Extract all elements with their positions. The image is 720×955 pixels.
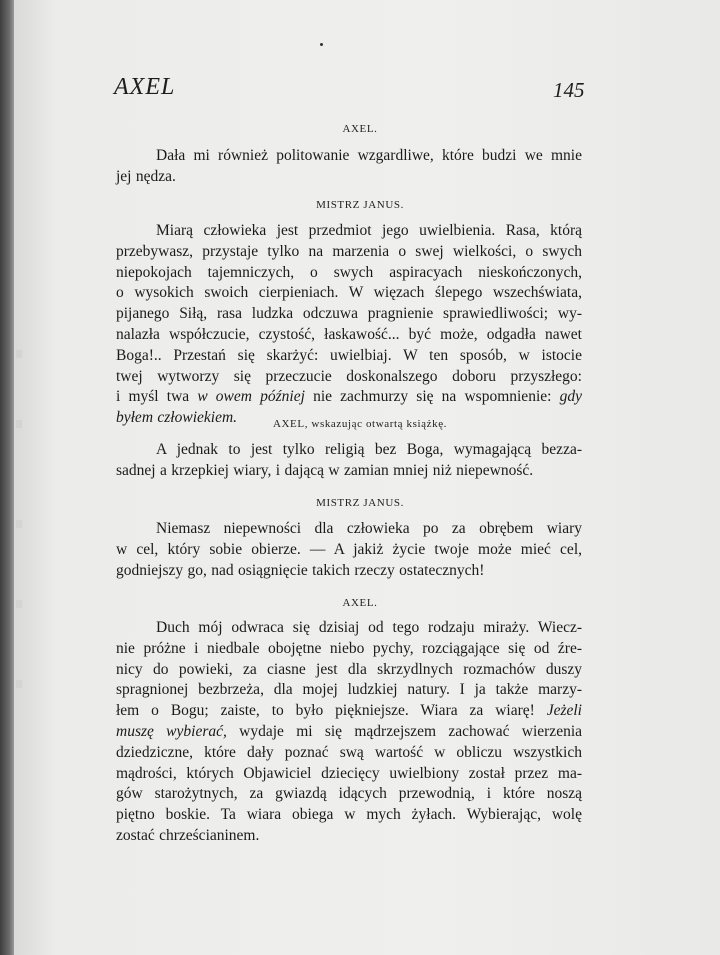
text-line — [116, 461, 582, 482]
text-run: sadnej a krzepkiej wiary, i dającą w zamian mniej niż niepewność. — [116, 461, 534, 479]
text-run: jej nędza. — [116, 167, 176, 185]
text-line — [116, 367, 582, 388]
text-run: Niemasz niepewności dla człowieka po za obrębem wiary — [156, 520, 582, 537]
text-line — [116, 304, 582, 325]
text-run: nalazła współczucie, czystość, łaskawość... być może, odgadła nawet — [116, 325, 582, 343]
text-run: zostać chrześcianinem. — [116, 826, 260, 844]
running-head: AXEL — [114, 74, 176, 100]
edge-mark — [16, 680, 22, 688]
edge-mark — [16, 350, 22, 358]
italic-text: Jeżeli — [546, 702, 582, 720]
speaker-label: AXEL. — [342, 597, 378, 609]
text-line — [116, 561, 582, 582]
text-run: gów starożytnych, za gwiazdą idących przewodnią, i które noszą — [116, 785, 582, 803]
dialogue-paragraph — [116, 440, 582, 482]
text-line — [116, 146, 582, 167]
text-run: twej wytworzy się przeczucie doskonalszego doboru przyszłego: — [116, 367, 582, 385]
text-run: Boga!.. Przestań się skarżyć: uwielbiaj. W ten sposób, w istocie — [116, 346, 582, 364]
book-binding-edge — [0, 0, 14, 955]
text-run: i myśl twa — [116, 388, 198, 406]
text-line — [116, 325, 582, 346]
text-run: spragnionej bezbrzeża, dla mojej ludzkiej natury. I ja także marzy- — [116, 681, 582, 699]
text-line — [116, 639, 582, 660]
text-line — [116, 387, 582, 408]
text-run: łem o Bogu; zaiste, to było piękniejsze. Wiara za wiarę! — [116, 702, 547, 720]
speaker-label: AXEL. — [342, 123, 378, 135]
edge-mark — [16, 520, 22, 528]
text-line — [116, 346, 582, 367]
text-run: o wysokich swoich cierpieniach. W więzach ślepego wszechświata, — [116, 284, 582, 302]
text-line — [116, 743, 582, 764]
text-run: dziedziczne, które dały poznać swą wartość w obliczu wszystkich — [116, 743, 582, 761]
text-run: mądrości, których Objawiciel dziecięcy uwielbiony został przez ma- — [116, 764, 582, 782]
ink-speck — [320, 43, 323, 46]
text-line — [116, 680, 582, 701]
text-line — [116, 618, 582, 639]
text-run: nicy do powieki, za ciasne jest dla skrzydlnych rozmachów duszy — [116, 660, 582, 678]
text-line — [116, 722, 582, 743]
text-run: pijanego Siłą, rasa ludzka odczuwa pragnienie sprawiedliwości; wy- — [116, 305, 582, 323]
speaker-label: MISTRZ JANUS. — [316, 497, 404, 509]
text-line — [116, 660, 582, 681]
dialogue-paragraph — [116, 146, 582, 188]
page-number: 145 — [553, 78, 585, 102]
text-run: Miarą człowieka jest przedmiot jego uwielbienia. Rasa, którą — [156, 222, 582, 239]
text-run: niepokojach tajemniczych, o swych aspiracyach nieskończonych, — [116, 263, 582, 281]
text-line — [116, 826, 582, 847]
text-run: nie próżne i niedbale obojętne niebo pychy, rozciągające się od źre- — [116, 639, 582, 657]
dialogue-paragraph — [116, 519, 582, 581]
text-run: Dała mi również politowanie wzgardliwe, które budzi we mnie — [156, 147, 582, 164]
text-run: nie zachmurzy się na wspomnienie: — [304, 388, 560, 406]
dialogue-paragraph — [116, 618, 582, 847]
text-run: piętno boskie. Ta wiara obiega w mych żyłach. Wybierając, wolę — [116, 806, 582, 824]
text-run: A jednak to jest tylko religią bez Boga, wymagającą bezza- — [156, 441, 582, 458]
italic-text: w owem później — [197, 388, 305, 406]
text-run: wydaje mi się mądrzejszem zachować wierzenia — [226, 722, 583, 740]
text-run: Duch mój odwraca się dzisiaj od tego rodzaju miraży. Wiecz- — [156, 619, 582, 636]
dialogue-paragraph — [116, 221, 582, 429]
text-line — [116, 701, 582, 722]
text-line — [116, 784, 582, 805]
italic-text: muszę wybierać, — [116, 722, 227, 740]
italic-text: byłem człowiekiem. — [116, 409, 238, 427]
text-line — [116, 805, 582, 826]
text-run: w cel, który sobie obierze. — A jakiż życie twoje może mieć cel, — [116, 540, 582, 558]
text-line — [116, 263, 582, 284]
text-line — [116, 540, 582, 561]
text-line — [116, 242, 582, 263]
speaker-label: MISTRZ JANUS. — [316, 199, 404, 211]
text-line — [116, 167, 582, 188]
text-line — [116, 440, 582, 461]
text-line — [116, 519, 582, 540]
text-run: przebywasz, przystaje tylko na marzenia o swej wielkości, o swych — [116, 242, 582, 260]
italic-text: gdy — [559, 388, 582, 406]
text-line — [116, 283, 582, 304]
text-line — [116, 764, 582, 785]
text-line — [116, 221, 582, 242]
text-run: godniejszy go, nad osiągnięcie takich rzeczy ostatecznych! — [116, 561, 485, 579]
speaker-label: AXEL, wskazując otwartą książkę. — [272, 418, 448, 430]
